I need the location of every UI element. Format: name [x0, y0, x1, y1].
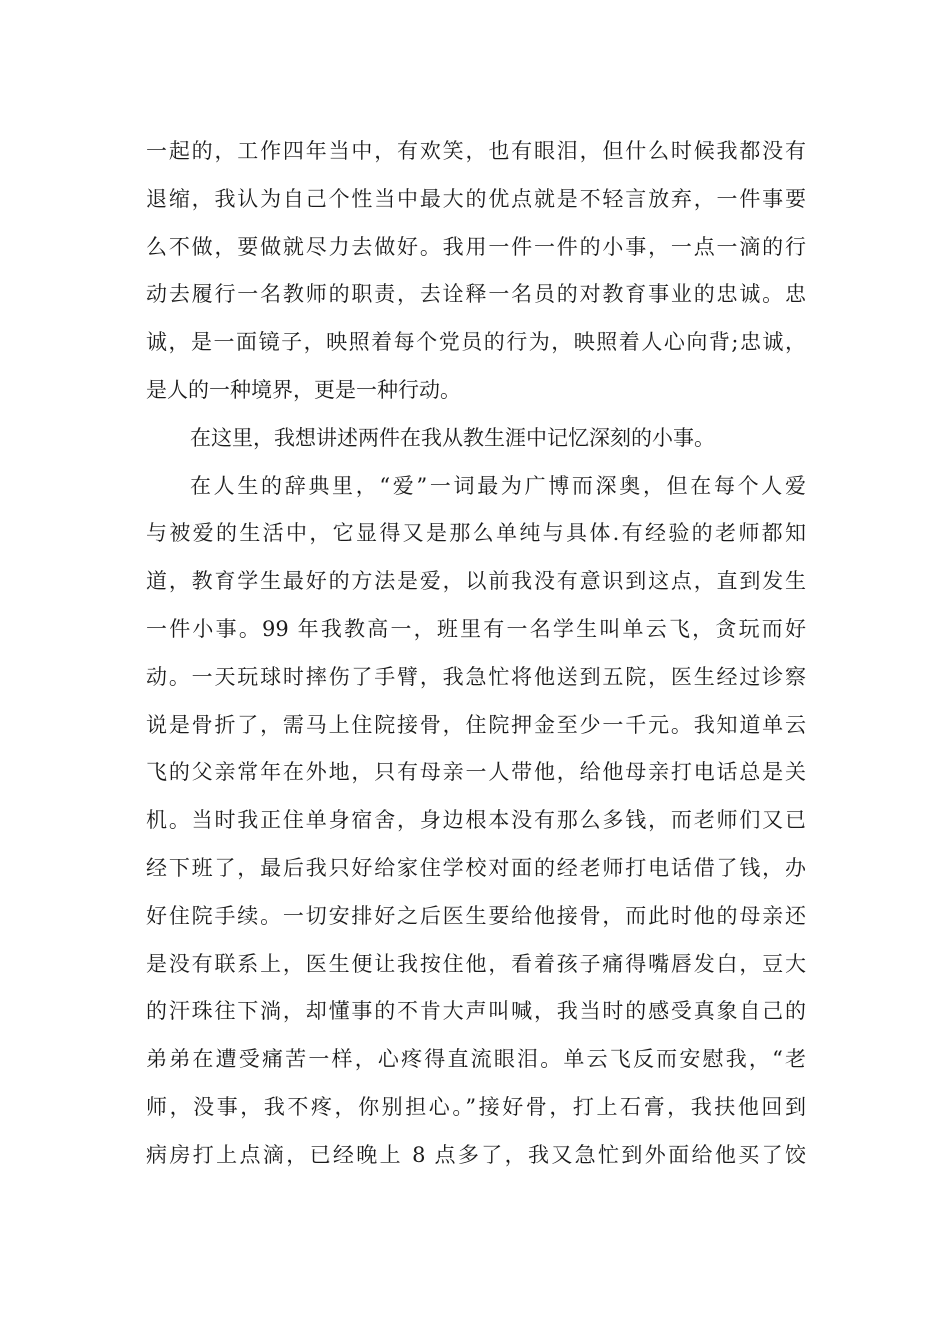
text-line: 么不做，要做就尽力去做好。我用一件一件的小事，一点一滴的行: [146, 234, 806, 259]
text-line: 退缩，我认为自己个性当中最大的优点就是不轻言放弃，一件事要: [146, 186, 806, 211]
text-line: 诚，是一面镜子，映照着每个党员的行为，映照着人心向背;忠诚，: [146, 330, 806, 355]
text-line: 飞的父亲常年在外地，只有母亲一人带他，给他母亲打电话总是关: [146, 760, 806, 785]
text-line: 与被爱的生活中，它显得又是那么单纯与具体.有经验的老师都知: [146, 521, 806, 546]
text-line: 弟弟在遭受痛苦一样，心疼得直流眼泪。单云飞反而安慰我，“老: [146, 1047, 806, 1072]
text-line: 是人的一种境界，更是一种行动。: [146, 377, 461, 402]
text-line: 说是骨折了，需马上住院接骨，住院押金至少一千元。我知道单云: [146, 712, 806, 737]
text-line: 的汗珠往下淌，却懂事的不肯大声叫喊，我当时的感受真象自己的: [146, 999, 806, 1024]
text-line: 道，教育学生最好的方法是爱，以前我没有意识到这点，直到发生: [146, 569, 806, 594]
text-line: 在这里，我想讲述两件在我从教生涯中记忆深刻的小事。: [190, 425, 715, 450]
text-line: 师，没事，我不疼，你别担心。”接好骨，打上石膏，我扶他回到: [146, 1094, 806, 1119]
text-line: 在人生的辞典里，“爱”一词最为广博而深奥，但在每个人爱: [190, 473, 806, 498]
text-line: 是没有联系上，医生便让我按住他，看着孩子痛得嘴唇发白，豆大: [146, 951, 806, 976]
text-line: 一起的，工作四年当中，有欢笑，也有眼泪，但什么时候我都没有: [146, 139, 806, 163]
text-line: 病房打上点滴，已经晚上 8 点多了，我又急忙到外面给他买了饺: [146, 1142, 806, 1167]
text-line: 好住院手续。一切安排好之后医生要给他接骨，而此时他的母亲还: [146, 903, 806, 928]
text-line: 动去履行一名教师的职责，去诠释一名员的对教育事业的忠诚。忠: [146, 282, 806, 307]
text-line: 一件小事。99 年我教高一，班里有一名学生叫单云飞，贪玩而好: [146, 616, 806, 641]
text-line: 机。当时我正住单身宿舍，身边根本没有那么多钱，而老师们又已: [146, 808, 806, 833]
body-text: [146, 128, 806, 1180]
text-line: 经下班了，最后我只好给家住学校对面的经老师打电话借了钱，办: [146, 855, 806, 880]
text-line: 动。一天玩球时摔伤了手臂，我急忙将他送到五院，医生经过诊察: [146, 664, 806, 689]
